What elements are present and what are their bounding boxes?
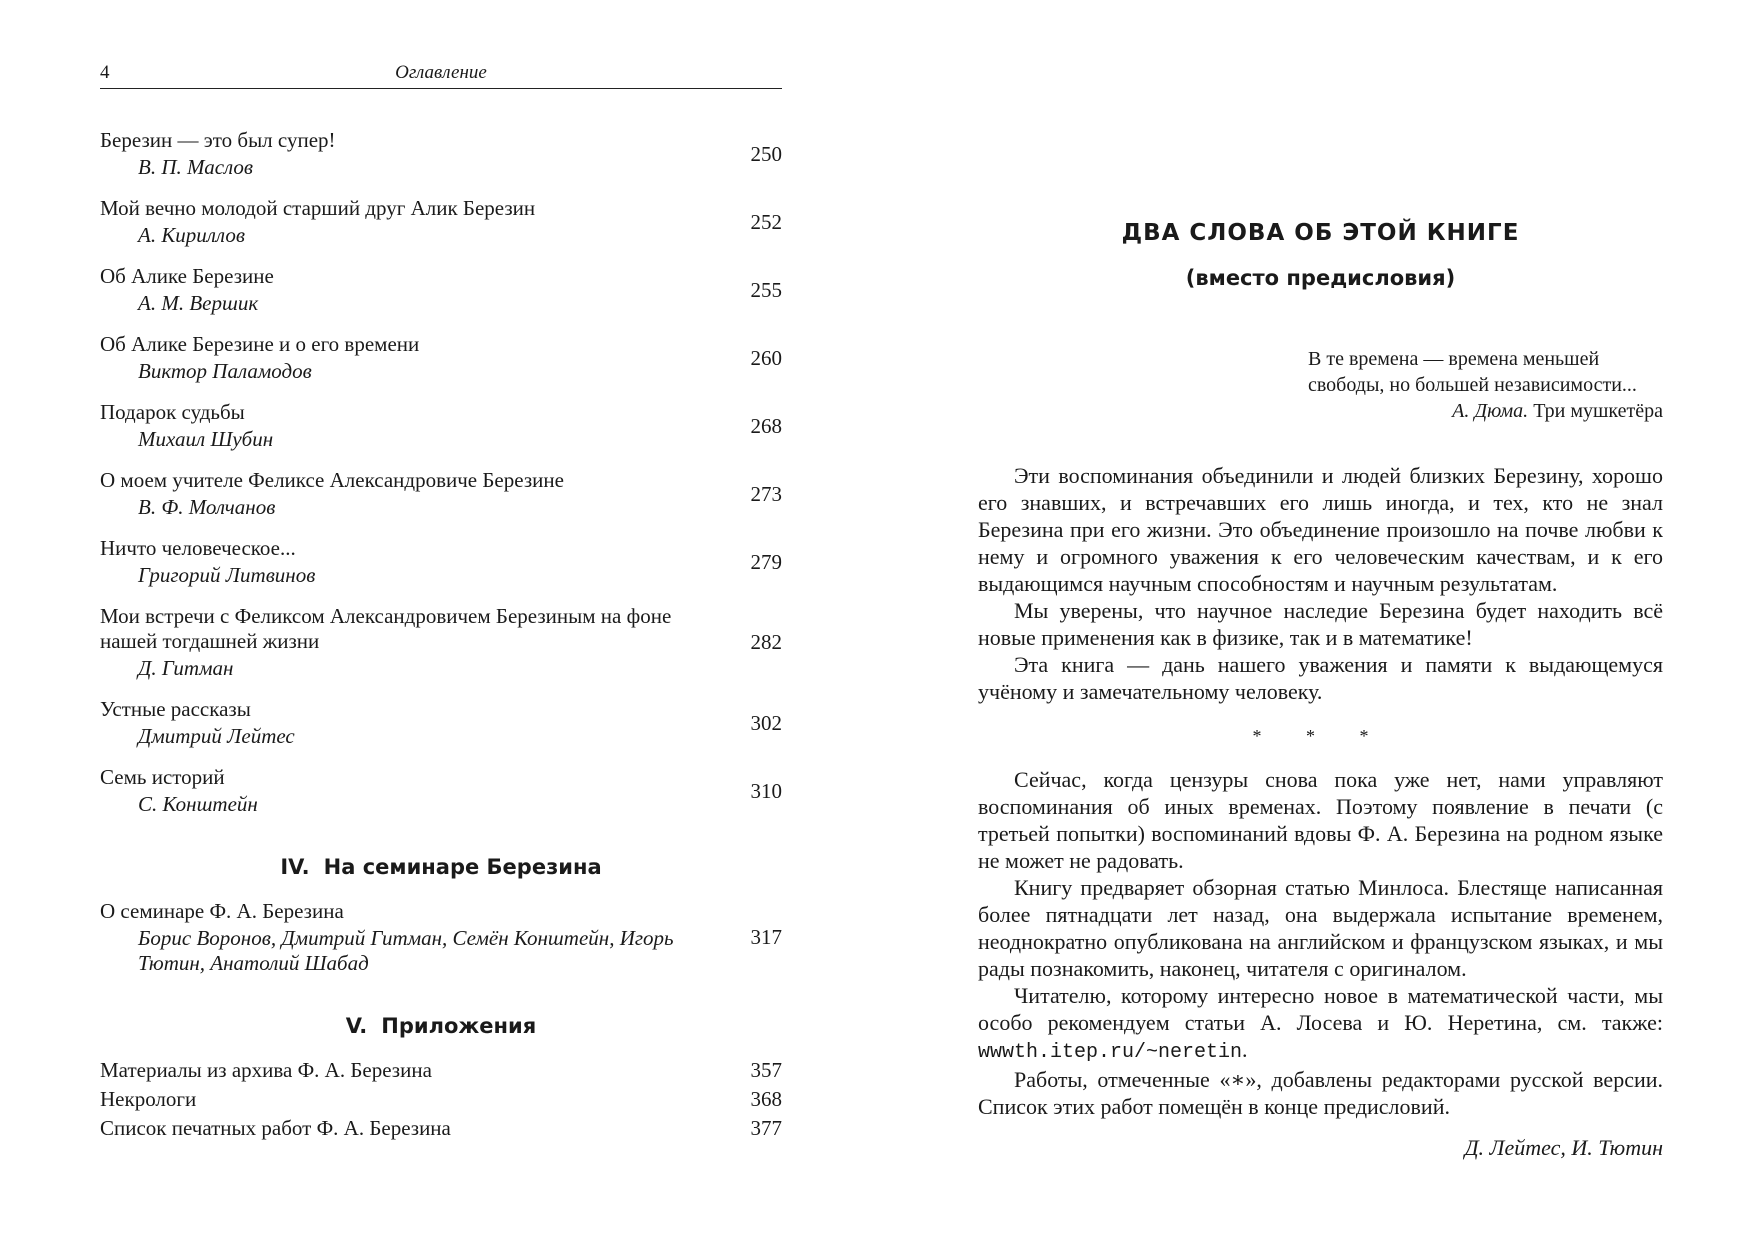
toc-entry-page: 368 <box>750 1087 782 1111</box>
toc-entry[interactable] <box>100 400 782 452</box>
toc-entry[interactable] <box>100 264 782 316</box>
toc-list <box>100 128 782 817</box>
toc-entry-page: 260 <box>750 345 782 370</box>
page-number: 4 <box>100 62 110 83</box>
toc-entry-author: Борис Воронов, Дмитрий Гитман, Семён Конштейн, Игорь Тютин, Анатолий Шабад <box>138 926 674 975</box>
paragraph: Сейчас, когда цензуры снова пока уже нет, нами управляют воспоминания об иных временах. Поэтому появление в печати (с третьей попытки) воспоминаний вдовы Ф. А. Березина на родном языке не может не радовать. <box>978 767 1663 873</box>
section-heading-v <box>100 1014 782 1038</box>
toc-entry[interactable] <box>100 697 782 749</box>
paragraph: Книгу предваряет обзорная статью Минлоса. Блестяще написанная более пятнадцати лет назад, она выдержала испытание временем, неоднократно опубликована на английском и французском языках, и мы рады познакомить, наконец, читателя с оригиналом. <box>978 875 1663 981</box>
toc-entry[interactable] <box>100 332 782 384</box>
paragraph-text: Читателю, которому интересно новое в математической части, мы особо рекомендуем статьи А. Лосева и Ю. Неретина, см. также: <box>978 983 1663 1035</box>
section-number: IV. <box>280 855 310 879</box>
section-heading-iv <box>100 855 782 879</box>
toc-entry-author: А. Кириллов <box>138 223 245 247</box>
epigraph-text: В те времена — времена меньшей свободы, но большей независимости... <box>1308 348 1637 396</box>
toc-entry-page: 268 <box>750 413 782 438</box>
toc-entry-page: 279 <box>750 549 782 574</box>
toc-entry-title: Мой вечно молодой старший друг Алик Березин <box>100 196 536 220</box>
epigraph-attribution <box>1308 398 1663 424</box>
section-separator: * * * <box>1252 726 1389 746</box>
toc-entry-author: В. П. Маслов <box>138 155 254 179</box>
paragraph: Работы, отмеченные «∗», добавлены редакторами русской версии. Список этих работ помещён в конце предисловий. <box>978 1067 1663 1119</box>
toc-entry-author: Дмитрий Лейтес <box>138 724 295 748</box>
signature: Д. Лейтес, И. Тютин <box>1464 1135 1663 1160</box>
epigraph-author: А. Дюма. <box>1452 400 1529 422</box>
toc-entry-author: А. М. Вершик <box>138 291 259 315</box>
paragraph: Эта книга — дань нашего уважения и памяти к выдающемуся учёному и замечательному человеку. <box>978 652 1663 704</box>
toc-entry-title: Об Алике Березине и о его времени <box>100 332 420 356</box>
toc-list-appendix <box>100 1058 782 1141</box>
right-page <box>978 0 1663 1240</box>
chapter-title: ДВА СЛОВА ОБ ЭТОЙ КНИГЕ <box>1121 220 1520 246</box>
toc-entry-title: Семь историй <box>100 765 225 789</box>
toc-entry-page: 377 <box>750 1116 782 1140</box>
toc-entry-title: Список печатных работ Ф. А. Березина <box>100 1116 451 1140</box>
toc-entry-title: Об Алике Березине <box>100 264 274 288</box>
toc-entry-author: Виктор Паламодов <box>138 359 312 383</box>
toc-entry[interactable] <box>100 128 782 180</box>
toc-entry-page: 317 <box>750 925 782 949</box>
toc-entry-author: С. Конштейн <box>138 792 258 816</box>
toc-entry-title: О моем учителе Феликсе Александровиче Березине <box>100 468 564 492</box>
running-head <box>100 58 782 89</box>
toc-entry-title: Ничто человеческое... <box>100 536 296 560</box>
epigraph-work: Три мушкетёра <box>1533 400 1663 422</box>
toc-entry[interactable] <box>100 468 782 520</box>
paragraph: Читателю, которому интересно новое в математической части, мы особо рекомендуем статьи А. Лосева и Ю. Неретина, см. также: wwwth.itep.ru/~neretin. <box>978 983 1663 1064</box>
toc-entry-title: Березин — это был супер! <box>100 128 336 152</box>
toc-entry-page: 310 <box>750 778 782 803</box>
toc-entry[interactable] <box>100 536 782 588</box>
toc-entry-title: О семинаре Ф. А. Березина <box>100 899 344 923</box>
toc-entry-page: 357 <box>750 1058 782 1082</box>
toc-entry[interactable] <box>100 604 782 681</box>
toc-entry-author: Григорий Литвинов <box>138 563 316 587</box>
epigraph <box>1308 346 1663 424</box>
chapter-subtitle: (вместо предисловия) <box>1185 266 1456 290</box>
section-title: Приложения <box>381 1014 537 1038</box>
section-title: На семинаре Березина <box>323 855 602 879</box>
toc-entry[interactable] <box>100 1116 782 1141</box>
toc-entry[interactable] <box>100 1058 782 1083</box>
toc-entry-title: Некрологи <box>100 1087 197 1111</box>
left-page <box>100 58 782 1145</box>
toc-entry[interactable] <box>100 196 782 248</box>
toc-entry-page: 255 <box>750 277 782 302</box>
toc-entry-page: 250 <box>750 141 782 166</box>
toc-entry-title: Материалы из архива Ф. А. Березина <box>100 1058 432 1082</box>
toc-entry-author: Михаил Шубин <box>138 427 274 451</box>
toc-entry-page: 252 <box>750 209 782 234</box>
toc-entry-page: 282 <box>750 630 782 654</box>
toc-entry[interactable] <box>100 1087 782 1112</box>
toc-entry-author: В. Ф. Молчанов <box>138 495 276 519</box>
preface-body <box>978 462 1663 1120</box>
toc-entry-page: 273 <box>750 481 782 506</box>
toc-entry-page: 302 <box>750 710 782 735</box>
toc-entry-title: Мои встречи с Феликсом Александровичем Березиным на фоне нашей тогдашней жизни <box>100 604 672 653</box>
paragraph: Мы уверены, что научное наследие Березина будет находить всё новые применения как в физике, так и в математике! <box>978 598 1663 650</box>
toc-entry-title: Устные рассказы <box>100 697 251 721</box>
running-head-title: Оглавление <box>395 62 487 83</box>
url-link[interactable]: wwwth.itep.ru/~neretin <box>978 1041 1243 1064</box>
toc-entry-author: Д. Гитман <box>138 656 234 680</box>
section-number: V. <box>345 1014 368 1038</box>
paragraph: Эти воспоминания объединили и людей близких Березину, хорошо его знавших, и встречавших его лишь иногда, и тех, кто не знал Березина при его жизни. Это объединение произошло на почве любви к нему и огромного уважения к его человеческим качествам, и к его выдающимся научным способностям и научным результатам. <box>978 463 1663 596</box>
toc-entry-title: Подарок судьбы <box>100 400 245 424</box>
toc-entry[interactable] <box>100 899 782 976</box>
toc-entry[interactable] <box>100 765 782 817</box>
